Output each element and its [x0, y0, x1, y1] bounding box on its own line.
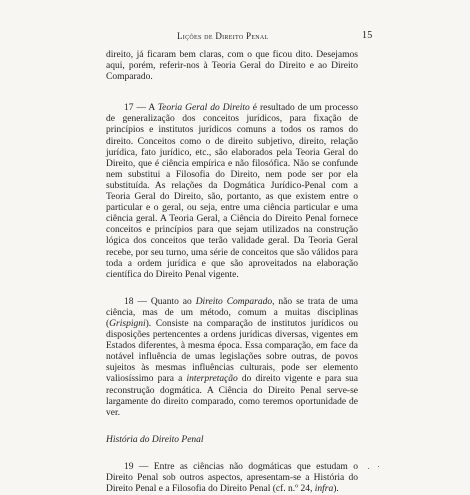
- paragraph-19: [106, 462, 358, 495]
- paragraph-17: [106, 103, 358, 281]
- section-heading: História do Direito Penal: [106, 434, 204, 445]
- print-speck: [378, 466, 379, 467]
- paragraph-number: 17 — A: [124, 103, 158, 114]
- page-number: 15: [362, 30, 373, 41]
- emphasized-term: interpretação: [186, 374, 238, 385]
- paragraph-text: do direito vigente e para sua reconstrução dogmática. A Ciência do Direito Penal serve-se largamente do direito comparado, como teremos oportunidade de ver.: [106, 374, 358, 418]
- paragraph-text: ). Consiste na comparação de institutos jurídicos ou disposições pertencentes a ordens jurídicas diversas, vigentes em Estados diferentes, à mesma época. Essa comparação, em face da notável influência de umas legislações sobre outras, de povos sujeitos às mesmas influências culturais, pode ser elemento valiosíssimo para a: [106, 318, 358, 385]
- cross-reference: infra: [314, 484, 334, 495]
- paragraph-text: , não se trata de uma ciência, mas de um método, comum a muitas disciplinas (: [106, 296, 358, 329]
- paragraph-18: [106, 297, 358, 419]
- emphasized-term: Direito Comparado: [195, 296, 273, 307]
- paragraph-text: ).: [333, 484, 339, 495]
- paragraph-text: 19 — Entre as ciências não dogmáticas que estudam o Direito Penal sob outros aspectos, apresentam-se a História do Direito Penal e a Filosofia do Direito Penal (cf. n.º 24,: [106, 461, 358, 495]
- page-body: [106, 50, 358, 495]
- emphasized-term: Teoria Geral do Direito: [157, 103, 250, 114]
- paragraph-text: direito, já ficaram bem claras, com o que ficou dito. Desejamos aqui, porém, referir-nos à Teoria Geral do Direito e ao Direito Comparado.: [106, 50, 358, 83]
- cited-author: Grispigni: [109, 318, 146, 329]
- running-header: [0, 30, 470, 44]
- running-title: Lições de Direito Penal: [177, 31, 269, 41]
- paragraph-continuation: [106, 50, 358, 83]
- print-speck: [368, 468, 369, 469]
- paragraph-number: 18 — Quanto ao: [124, 296, 196, 307]
- paragraph-text: é resultado de um processo de generalização dos conceitos jurídicos, para fixação de princípios e institutos jurídicos comuns a todos os ramos do direito. Conceitos como o de direito subjetivo, direito, relação jurídica, fato jurídico, etc., são elaborados pela Teoria Geral do Direito, que é ciência empírica e não filosófica. Não se confunde nem substitui a Filosofia do Direito, nem pode ser por ela substituída. As relações da Dogmática Jurídico-Penal com a Teoria Geral do Direito, são, portanto, as que existem entre o particular e o geral, ou seja, entre uma ciência particular e uma ciência geral. A Teoria Geral, a Ciência do Direito Penal fornece conceitos e princípios para que sejam utilizados na construção lógica dos conceitos que terão validade geral. Da Teoria Geral recebe, por seu turno, uma série de conceitos que são válidos para toda a ordem jurídica e que são aproveitados na elaboração científica do Direito Penal vigente.: [106, 103, 359, 280]
